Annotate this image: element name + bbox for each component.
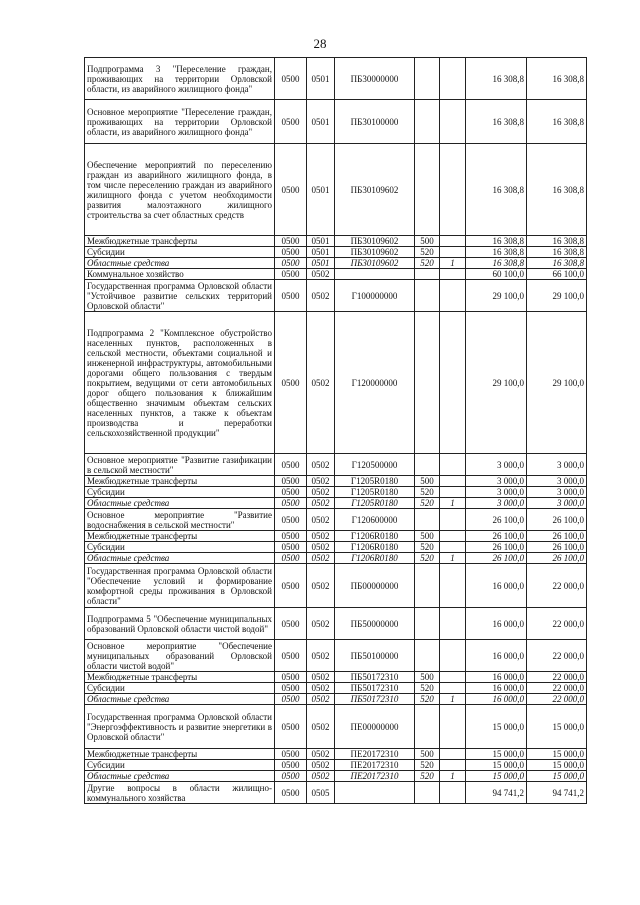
section-code-cell: 0500: [275, 280, 307, 312]
row-name-cell: Межбюджетные трансферты: [85, 476, 275, 487]
expense-type-cell: [415, 705, 440, 749]
table-row: [85, 258, 587, 269]
target-article-cell: Г1206R0180: [335, 553, 415, 564]
section-code-cell: 0500: [275, 312, 307, 454]
subsection-code-cell: 0502: [307, 542, 335, 553]
amount-year2-cell: 94 741,2: [527, 782, 587, 804]
amount-year1-cell: 16 308,8: [466, 100, 527, 144]
amount-year1-cell: 15 000,0: [466, 760, 527, 771]
section-code-cell: 0500: [275, 542, 307, 553]
group-cell: [440, 312, 466, 454]
amount-year1-cell: 3 000,0: [466, 487, 527, 498]
section-code-cell: 0500: [275, 564, 307, 608]
amount-year1-cell: 26 100,0: [466, 531, 527, 542]
group-cell: [440, 269, 466, 280]
amount-year1-cell: 15 000,0: [466, 771, 527, 782]
amount-year2-cell: 15 000,0: [527, 760, 587, 771]
expense-type-cell: 500: [415, 531, 440, 542]
amount-year1-cell: 16 000,0: [466, 564, 527, 608]
group-cell: [440, 58, 466, 100]
group-cell: 1: [440, 498, 466, 509]
expense-type-cell: 520: [415, 553, 440, 564]
amount-year2-cell: 66 100,0: [527, 269, 587, 280]
amount-year1-cell: 16 000,0: [466, 672, 527, 683]
target-article-cell: [335, 269, 415, 280]
subsection-code-cell: 0502: [307, 694, 335, 705]
section-code-cell: 0500: [275, 705, 307, 749]
subsection-code-cell: 0501: [307, 58, 335, 100]
section-code-cell: 0500: [275, 100, 307, 144]
amount-year2-cell: 16 308,8: [527, 236, 587, 247]
group-cell: 1: [440, 258, 466, 269]
subsection-code-cell: 0502: [307, 498, 335, 509]
subsection-code-cell: 0501: [307, 100, 335, 144]
subsection-code-cell: 0502: [307, 705, 335, 749]
row-name-cell: Государственная программа Орловской области "Устойчивое развитие сельских территорий Орловской области": [85, 280, 275, 312]
row-name-cell: Субсидии: [85, 247, 275, 258]
subsection-code-cell: 0502: [307, 771, 335, 782]
section-code-cell: 0500: [275, 269, 307, 280]
target-article-cell: ПЕ20172310: [335, 760, 415, 771]
row-name-cell: Субсидии: [85, 760, 275, 771]
group-cell: [440, 100, 466, 144]
target-article-cell: Г100000000: [335, 280, 415, 312]
group-cell: [440, 509, 466, 531]
section-code-cell: 0500: [275, 509, 307, 531]
group-cell: [440, 487, 466, 498]
expense-type-cell: 520: [415, 771, 440, 782]
group-cell: [440, 640, 466, 672]
subsection-code-cell: 0502: [307, 683, 335, 694]
amount-year2-cell: 22 000,0: [527, 564, 587, 608]
expense-type-cell: [415, 280, 440, 312]
section-code-cell: 0500: [275, 454, 307, 476]
amount-year1-cell: 16 308,8: [466, 58, 527, 100]
table-row: [85, 782, 587, 804]
target-article-cell: Г120000000: [335, 312, 415, 454]
group-cell: [440, 705, 466, 749]
target-article-cell: ПБ30109602: [335, 236, 415, 247]
target-article-cell: Г1205R0180: [335, 498, 415, 509]
subsection-code-cell: 0502: [307, 564, 335, 608]
amount-year1-cell: 16 308,8: [466, 144, 527, 236]
table-row: [85, 771, 587, 782]
section-code-cell: 0500: [275, 58, 307, 100]
amount-year1-cell: 16 000,0: [466, 694, 527, 705]
amount-year2-cell: 16 308,8: [527, 247, 587, 258]
subsection-code-cell: 0502: [307, 487, 335, 498]
section-code-cell: 0500: [275, 782, 307, 804]
amount-year2-cell: 26 100,0: [527, 509, 587, 531]
row-name-cell: Подпрограмма 2 "Комплексное обустройство населенных пунктов, расположенных в сельской местности, объектами социальной и инженерной инфраструктуры, автомобильными дорогами общего пользования с твердым покрытием, ведущими от сети автомобильных дорог общего пользования к ближайшим общественно значимым объектам сельских населенных пунктов, а также к объектам производства и переработки сельскохозяйственной продукции": [85, 312, 275, 454]
table-row: [85, 247, 587, 258]
target-article-cell: ПБ50000000: [335, 608, 415, 640]
budget-table: [84, 57, 587, 804]
table-row: [85, 564, 587, 608]
row-name-cell: Областные средства: [85, 498, 275, 509]
row-name-cell: Основное мероприятие "Обеспечение муниципальных образований Орловской области чистой водой": [85, 640, 275, 672]
expense-type-cell: 520: [415, 498, 440, 509]
subsection-code-cell: 0502: [307, 531, 335, 542]
group-cell: [440, 144, 466, 236]
subsection-code-cell: 0502: [307, 553, 335, 564]
section-code-cell: 0500: [275, 749, 307, 760]
budget-table-body: [85, 58, 587, 804]
table-row: [85, 487, 587, 498]
row-name-cell: Основное мероприятие "Развитие газификации в сельской местности": [85, 454, 275, 476]
table-row: [85, 454, 587, 476]
group-cell: [440, 608, 466, 640]
section-code-cell: 0500: [275, 672, 307, 683]
amount-year2-cell: 3 000,0: [527, 476, 587, 487]
row-name-cell: Межбюджетные трансферты: [85, 531, 275, 542]
table-row: [85, 531, 587, 542]
amount-year1-cell: 16 000,0: [466, 608, 527, 640]
table-row: [85, 509, 587, 531]
expense-type-cell: 520: [415, 542, 440, 553]
row-name-cell: Субсидии: [85, 487, 275, 498]
expense-type-cell: [415, 782, 440, 804]
subsection-code-cell: 0501: [307, 144, 335, 236]
section-code-cell: 0500: [275, 694, 307, 705]
target-article-cell: ПБ00000000: [335, 564, 415, 608]
amount-year2-cell: 22 000,0: [527, 640, 587, 672]
amount-year2-cell: 29 100,0: [527, 280, 587, 312]
group-cell: 1: [440, 553, 466, 564]
subsection-code-cell: 0502: [307, 476, 335, 487]
expense-type-cell: [415, 608, 440, 640]
table-row: [85, 58, 587, 100]
target-article-cell: ПБ50172310: [335, 694, 415, 705]
row-name-cell: Подпрограмма 3 "Переселение граждан, проживающих на территории Орловской области, из аварийного жилищного фонда": [85, 58, 275, 100]
amount-year2-cell: 16 308,8: [527, 258, 587, 269]
amount-year1-cell: 16 308,8: [466, 258, 527, 269]
amount-year2-cell: 16 308,8: [527, 100, 587, 144]
target-article-cell: ПЕ20172310: [335, 749, 415, 760]
row-name-cell: Межбюджетные трансферты: [85, 236, 275, 247]
amount-year2-cell: 3 000,0: [527, 487, 587, 498]
amount-year2-cell: 15 000,0: [527, 749, 587, 760]
amount-year1-cell: 3 000,0: [466, 476, 527, 487]
table-row: [85, 498, 587, 509]
section-code-cell: 0500: [275, 608, 307, 640]
subsection-code-cell: 0502: [307, 312, 335, 454]
group-cell: [440, 454, 466, 476]
target-article-cell: ПЕ00000000: [335, 705, 415, 749]
target-article-cell: ПБ50172310: [335, 683, 415, 694]
group-cell: [440, 236, 466, 247]
amount-year1-cell: 26 100,0: [466, 553, 527, 564]
target-article-cell: Г120500000: [335, 454, 415, 476]
section-code-cell: 0500: [275, 236, 307, 247]
subsection-code-cell: 0505: [307, 782, 335, 804]
amount-year2-cell: 15 000,0: [527, 771, 587, 782]
expense-type-cell: 520: [415, 487, 440, 498]
expense-type-cell: [415, 509, 440, 531]
amount-year1-cell: 16 000,0: [466, 683, 527, 694]
target-article-cell: ПБ30109602: [335, 258, 415, 269]
section-code-cell: 0500: [275, 760, 307, 771]
expense-type-cell: [415, 564, 440, 608]
group-cell: [440, 542, 466, 553]
amount-year2-cell: 29 100,0: [527, 312, 587, 454]
table-row: [85, 100, 587, 144]
table-row: [85, 280, 587, 312]
row-name-cell: Межбюджетные трансферты: [85, 749, 275, 760]
expense-type-cell: 520: [415, 258, 440, 269]
target-article-cell: Г1206R0180: [335, 531, 415, 542]
row-name-cell: Обеспечение мероприятий по переселению граждан из аварийного жилищного фонда, в том числе переселению граждан из аварийного жилищного фонда с учетом необходимости развития малоэтажного жилищного строительства за счет областных средств: [85, 144, 275, 236]
expense-type-cell: [415, 58, 440, 100]
group-cell: [440, 247, 466, 258]
amount-year2-cell: 22 000,0: [527, 672, 587, 683]
group-cell: [440, 280, 466, 312]
subsection-code-cell: 0502: [307, 749, 335, 760]
row-name-cell: Государственная программа Орловской области "Энергоэффективность и развитие энергетики в Орловской области": [85, 705, 275, 749]
target-article-cell: ПБ50100000: [335, 640, 415, 672]
expense-type-cell: [415, 144, 440, 236]
expense-type-cell: 500: [415, 236, 440, 247]
table-row: [85, 269, 587, 280]
table-row: [85, 608, 587, 640]
table-row: [85, 476, 587, 487]
group-cell: [440, 683, 466, 694]
expense-type-cell: 520: [415, 694, 440, 705]
group-cell: [440, 782, 466, 804]
amount-year2-cell: 16 308,8: [527, 144, 587, 236]
table-row: [85, 553, 587, 564]
target-article-cell: ПБ30100000: [335, 100, 415, 144]
amount-year1-cell: 15 000,0: [466, 749, 527, 760]
section-code-cell: 0500: [275, 247, 307, 258]
row-name-cell: Областные средства: [85, 694, 275, 705]
page-number: 28: [313, 36, 327, 51]
target-article-cell: Г120600000: [335, 509, 415, 531]
amount-year2-cell: 15 000,0: [527, 705, 587, 749]
target-article-cell: ПЕ20172310: [335, 771, 415, 782]
target-article-cell: ПБ50172310: [335, 672, 415, 683]
row-name-cell: Основное мероприятие "Развитие водоснабжения в сельской местности": [85, 509, 275, 531]
amount-year1-cell: 16 308,8: [466, 247, 527, 258]
amount-year1-cell: 26 100,0: [466, 542, 527, 553]
section-code-cell: 0500: [275, 771, 307, 782]
amount-year1-cell: 60 100,0: [466, 269, 527, 280]
row-name-cell: Другие вопросы в области жилищно-коммунального хозяйства: [85, 782, 275, 804]
amount-year1-cell: 3 000,0: [466, 454, 527, 476]
amount-year2-cell: 16 308,8: [527, 58, 587, 100]
subsection-code-cell: 0501: [307, 247, 335, 258]
target-article-cell: Г1205R0180: [335, 476, 415, 487]
target-article-cell: Г1206R0180: [335, 542, 415, 553]
table-row: [85, 694, 587, 705]
subsection-code-cell: 0502: [307, 509, 335, 531]
expense-type-cell: [415, 640, 440, 672]
expense-type-cell: 500: [415, 672, 440, 683]
subsection-code-cell: 0502: [307, 454, 335, 476]
group-cell: [440, 749, 466, 760]
table-row: [85, 542, 587, 553]
row-name-cell: Субсидии: [85, 683, 275, 694]
amount-year2-cell: 22 000,0: [527, 694, 587, 705]
row-name-cell: Областные средства: [85, 258, 275, 269]
expense-type-cell: [415, 269, 440, 280]
amount-year1-cell: 3 000,0: [466, 498, 527, 509]
section-code-cell: 0500: [275, 683, 307, 694]
subsection-code-cell: 0502: [307, 672, 335, 683]
group-cell: 1: [440, 771, 466, 782]
target-article-cell: ПБ30109602: [335, 247, 415, 258]
expense-type-cell: [415, 454, 440, 476]
amount-year1-cell: 94 741,2: [466, 782, 527, 804]
table-row: [85, 640, 587, 672]
subsection-code-cell: 0502: [307, 608, 335, 640]
expense-type-cell: 520: [415, 760, 440, 771]
group-cell: [440, 672, 466, 683]
row-name-cell: Основное мероприятие "Переселение граждан, проживающих на территории Орловской области, из аварийного жилищного фонда": [85, 100, 275, 144]
group-cell: [440, 760, 466, 771]
amount-year1-cell: 15 000,0: [466, 705, 527, 749]
amount-year1-cell: 16 000,0: [466, 640, 527, 672]
row-name-cell: Государственная программа Орловской области "Обеспечение условий и формирование комфортной среды проживания в Орловской области": [85, 564, 275, 608]
amount-year2-cell: 26 100,0: [527, 531, 587, 542]
amount-year1-cell: 29 100,0: [466, 280, 527, 312]
section-code-cell: 0500: [275, 553, 307, 564]
subsection-code-cell: 0502: [307, 269, 335, 280]
expense-type-cell: [415, 312, 440, 454]
section-code-cell: 0500: [275, 498, 307, 509]
target-article-cell: Г1205R0180: [335, 487, 415, 498]
section-code-cell: 0500: [275, 640, 307, 672]
expense-type-cell: 520: [415, 247, 440, 258]
target-article-cell: [335, 782, 415, 804]
section-code-cell: 0500: [275, 144, 307, 236]
table-row: [85, 312, 587, 454]
group-cell: [440, 564, 466, 608]
amount-year2-cell: 3 000,0: [527, 454, 587, 476]
group-cell: 1: [440, 694, 466, 705]
table-row: [85, 672, 587, 683]
amount-year2-cell: 3 000,0: [527, 498, 587, 509]
expense-type-cell: 520: [415, 683, 440, 694]
amount-year1-cell: 16 308,8: [466, 236, 527, 247]
target-article-cell: ПБ30000000: [335, 58, 415, 100]
table-row: [85, 683, 587, 694]
subsection-code-cell: 0502: [307, 640, 335, 672]
table-row: [85, 236, 587, 247]
section-code-cell: 0500: [275, 476, 307, 487]
row-name-cell: Межбюджетные трансферты: [85, 672, 275, 683]
section-code-cell: 0500: [275, 487, 307, 498]
row-name-cell: Коммунальное хозяйство: [85, 269, 275, 280]
row-name-cell: Областные средства: [85, 553, 275, 564]
table-row: [85, 144, 587, 236]
amount-year1-cell: 29 100,0: [466, 312, 527, 454]
amount-year2-cell: 26 100,0: [527, 553, 587, 564]
row-name-cell: Областные средства: [85, 771, 275, 782]
expense-type-cell: 500: [415, 749, 440, 760]
group-cell: [440, 476, 466, 487]
subsection-code-cell: 0502: [307, 760, 335, 771]
amount-year2-cell: 26 100,0: [527, 542, 587, 553]
row-name-cell: Подпрограмма 5 "Обеспечение муниципальных образований Орловской области чистой водой": [85, 608, 275, 640]
table-row: [85, 705, 587, 749]
table-row: [85, 760, 587, 771]
subsection-code-cell: 0501: [307, 236, 335, 247]
row-name-cell: Субсидии: [85, 542, 275, 553]
subsection-code-cell: 0502: [307, 280, 335, 312]
target-article-cell: ПБ30109602: [335, 144, 415, 236]
section-code-cell: 0500: [275, 531, 307, 542]
group-cell: [440, 531, 466, 542]
expense-type-cell: 500: [415, 476, 440, 487]
subsection-code-cell: 0501: [307, 258, 335, 269]
amount-year1-cell: 26 100,0: [466, 509, 527, 531]
amount-year2-cell: 22 000,0: [527, 608, 587, 640]
expense-type-cell: [415, 100, 440, 144]
amount-year2-cell: 22 000,0: [527, 683, 587, 694]
table-row: [85, 749, 587, 760]
section-code-cell: 0500: [275, 258, 307, 269]
